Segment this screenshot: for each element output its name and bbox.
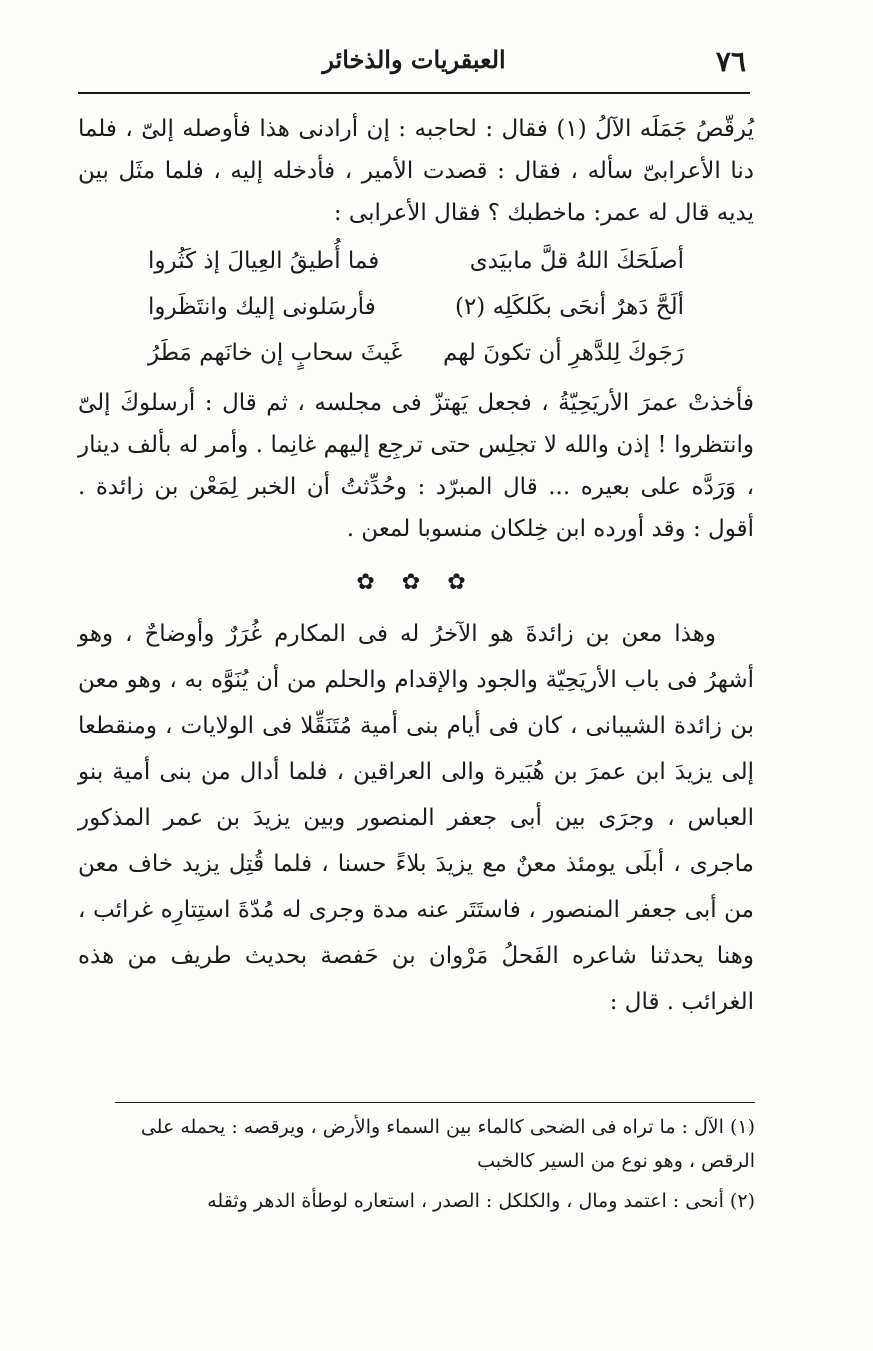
poem xyxy=(78,240,754,378)
footnotes xyxy=(115,1110,755,1224)
page-header xyxy=(78,40,750,94)
paragraph-3: وهذا معن بن زائدةَ هو الآخرُ له فى المكارم غُرَرٌ وأوضاحٌ ، وهو أشهرُ فى باب الأريَحِيّة والجود والإقدام والحلم من أن يُنَوَّه به ، وهو معن بن زائدة الشيبانى ، كان فى أيام بنى أمية مُتَنَقِّلا فى الولايات ، ومنقطعا إلى يزيدَ ابن عمرَ بن هُبَيرة والى العراقين ، فلما أدال من بنى أمية بنو العباس ، وجرَى بين أبى جعفر المنصور وبين يزيدَ بن عمر المذكور ماجرى ، أبلَى يومئذ معنٌ مع يزيدَ بلاءً حسنا ، فلما قُتِل يزيد خاف معن من أبى جعفر المنصور ، فاستَتَر عنه مدة وجرى له مُدّةَ استِتارِه غرائب ، وهنا يحدثنا شاعره الفَحلُ مَرْوان بن حَفصة بحديث طريف من هذه الغرائب . قال : xyxy=(78,621,754,1015)
running-title: العبقريات والذخائر xyxy=(322,45,506,74)
poem-verse xyxy=(148,286,684,332)
verse-first-hemistich: ألَحَّ دَهرٌ أنحَى بكَلكَلِه (٢) xyxy=(454,294,684,320)
verse-second-hemistich: فأرسَلونى إليك وانتَظَروا xyxy=(148,294,376,320)
poem-verse xyxy=(148,332,684,378)
section-separator: ✿ ✿ ✿ xyxy=(356,570,476,595)
footnote-divider xyxy=(115,1102,755,1103)
footnote-2: (٢) أنحى : اعتمد ومال ، والكلكل : الصدر ، استعاره لوطأة الدهر وثقله xyxy=(207,1190,755,1212)
verse-first-hemistich: أصلَحَكَ اللهُ قلَّ مابيَدى xyxy=(469,248,684,274)
page-body xyxy=(78,108,754,1025)
poem-verse xyxy=(148,240,684,286)
verse-second-hemistich: فما أُطيقُ العِيالَ إذ كَثُروا xyxy=(148,248,380,274)
verse-first-hemistich: رَجَوكَ لِلدَّهرِ أن تكونَ لهم xyxy=(443,340,684,366)
footnote-1: (١) الآل : ما تراه فى الضحى كالماء بين السماء والأرض ، ويرقصه : يحمله على الرقص ، وهو نوع من السير كالخبب xyxy=(140,1116,755,1172)
page-number: ٧٦ xyxy=(715,45,746,78)
paragraph-1: يُرقّصُ جَمَلَه الآلُ (١) فقال : لحاجبه : إن أرادنى هذا فأوصله إلىّ ، فلما دنا الأعرابىّ سأله ، فقال : قصدت الأمير ، فأدخله إليه ، فلما مثَل بين يديه قال له عمر: ماخطبك ؟ فقال الأعرابى : xyxy=(78,116,754,226)
verse-second-hemistich: غَيثَ سحابٍ إن خانَهم مَطَرُ xyxy=(148,340,403,366)
paragraph-2: فأخذتْ عمرَ الأريَحِيّةُ ، فجعل يَهتزّ فى مجلسه ، ثم قال : أرسلوكَ إلىّ وانتظروا ! إذن والله لا تجلِس حتى ترجِع إليهم غانِما . وأمر له بألف دينار ، وَرَدَّه على بعيره ... قال المبرّد : وحُدِّثتُ أن الخبر لِمَعْن بن زائدة . أقول : وقد أورده ابن خِلكان منسوبا لمعن . xyxy=(78,390,754,542)
